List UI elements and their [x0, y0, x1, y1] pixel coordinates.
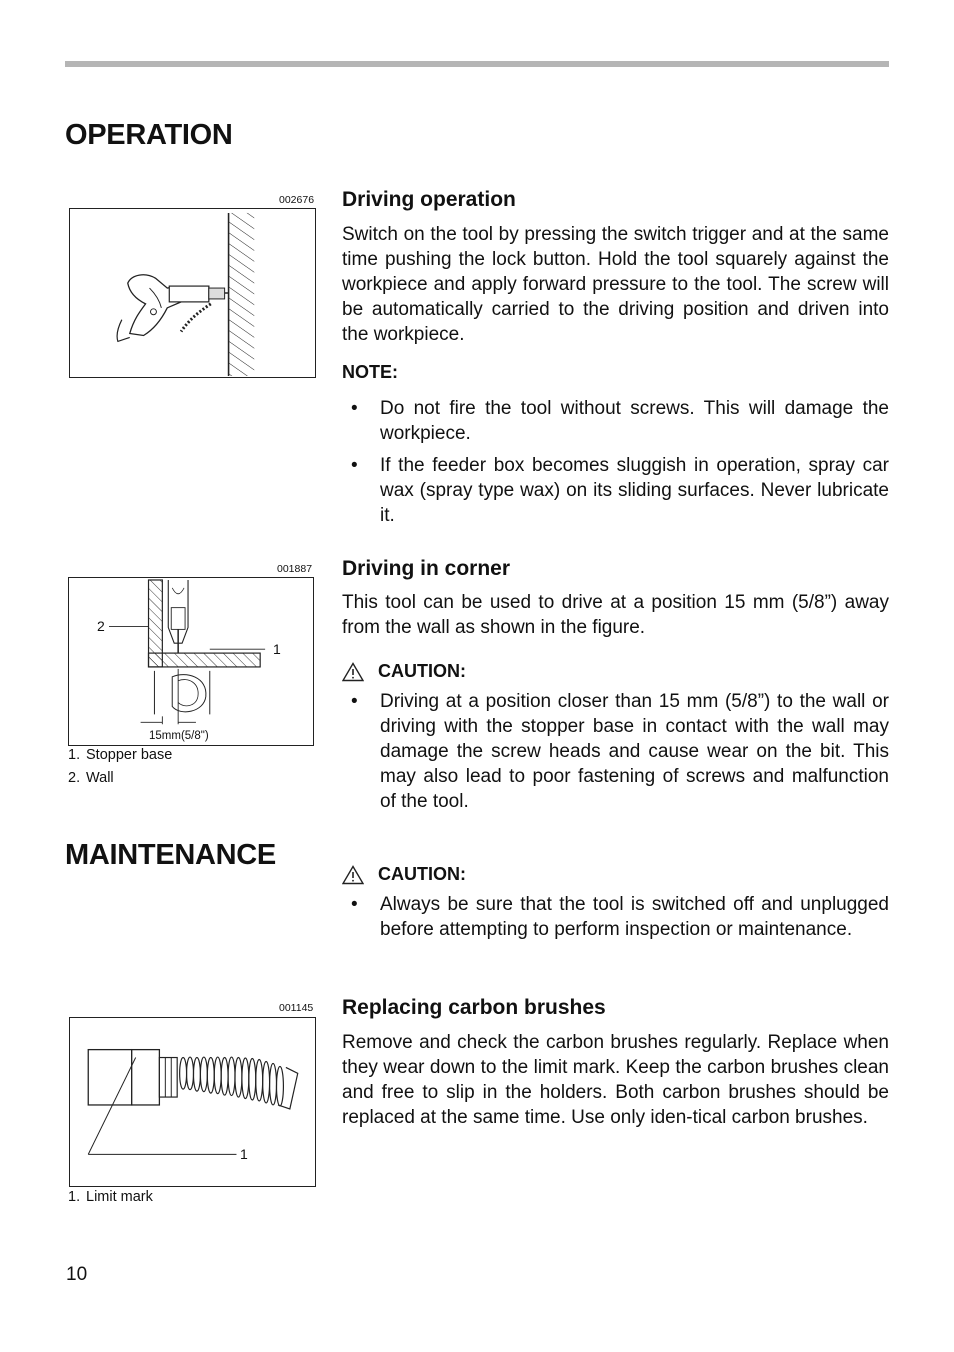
callout-2: 2	[97, 618, 105, 634]
top-rule	[65, 61, 889, 67]
figure-caption: 1. Limit mark	[68, 1189, 153, 1205]
caution-list	[342, 689, 889, 821]
list-item: • Do not fire the tool without screws. This will damage the workpiece.	[351, 398, 889, 444]
tool-against-wall-illustration	[70, 209, 315, 377]
figure-driving-in-corner	[68, 577, 314, 746]
corner-illustration	[69, 578, 313, 745]
note-label: NOTE:	[342, 362, 398, 382]
bullet-icon: •	[351, 691, 358, 712]
callout-1: 1	[240, 1146, 248, 1162]
page-number: 10	[66, 1264, 88, 1285]
figure-driving-operation	[69, 208, 316, 378]
subsection-title-replacing-carbon-brushes: Replacing carbon brushes	[342, 996, 606, 1019]
caution-heading: CAUTION:	[342, 661, 466, 682]
section-heading-maintenance: MAINTENANCE	[65, 839, 276, 871]
carbon-brush-illustration	[70, 1018, 315, 1186]
subsection-title-driving-in-corner: Driving in corner	[342, 557, 511, 580]
warning-triangle-icon	[342, 662, 364, 682]
note-list	[342, 396, 889, 535]
bullet-icon: •	[351, 398, 358, 419]
caution-list	[342, 892, 889, 949]
bullet-icon: •	[351, 894, 358, 915]
driving-in-corner-body: This tool can be used to drive at a position 15 mm (5/8”) away from the wall as shown in the figure.	[342, 592, 889, 638]
driving-operation-body: Switch on the tool by pressing the switch trigger and at the same time pushing the lock button. Hold the tool squarely against the workpiece and apply forward pressure to the tool. The screw will be automatically carried to the driving position and driven into the workpiece.	[342, 224, 889, 345]
section-heading-operation: OPERATION	[65, 119, 233, 151]
figure-code: 001887	[277, 563, 313, 575]
figure-caption: 1. Stopper base	[68, 747, 173, 763]
bullet-icon: •	[351, 455, 358, 476]
list-item: • Driving at a position closer than 15 mm (5/8”) to the wall or driving with the stopper base in contact with the wall may damage the screw heads and cause wear on the bit. This may also lead to poor fastening of screws and malfunction of the tool.	[351, 691, 889, 812]
list-item: • Always be sure that the tool is switched off and unplugged before attempting to perform inspection or maintenance.	[351, 894, 889, 940]
list-item: • If the feeder box becomes sluggish in operation, spray car wax (spray type wax) on its sliding surfaces. Never lubricate it.	[351, 455, 889, 526]
figure-code: 002676	[279, 194, 315, 206]
figure-caption: 2. Wall	[68, 770, 114, 786]
subsection-title-driving-operation: Driving operation	[342, 188, 516, 211]
warning-triangle-icon	[342, 865, 364, 885]
figure-code: 001145	[279, 1002, 314, 1014]
callout-1: 1	[273, 641, 281, 657]
caution-heading: CAUTION:	[342, 864, 466, 885]
dimension-label: 15mm(5/8")	[149, 730, 209, 742]
replacing-brushes-body: Remove and check the carbon brushes regularly. Replace when they wear down to the limit mark. Keep the carbon brushes clean and free to slip in the holders. Both carbon brushes should be replaced at the same time. Use only iden-tical carbon brushes.	[342, 1032, 889, 1128]
figure-carbon-brush	[69, 1017, 316, 1187]
